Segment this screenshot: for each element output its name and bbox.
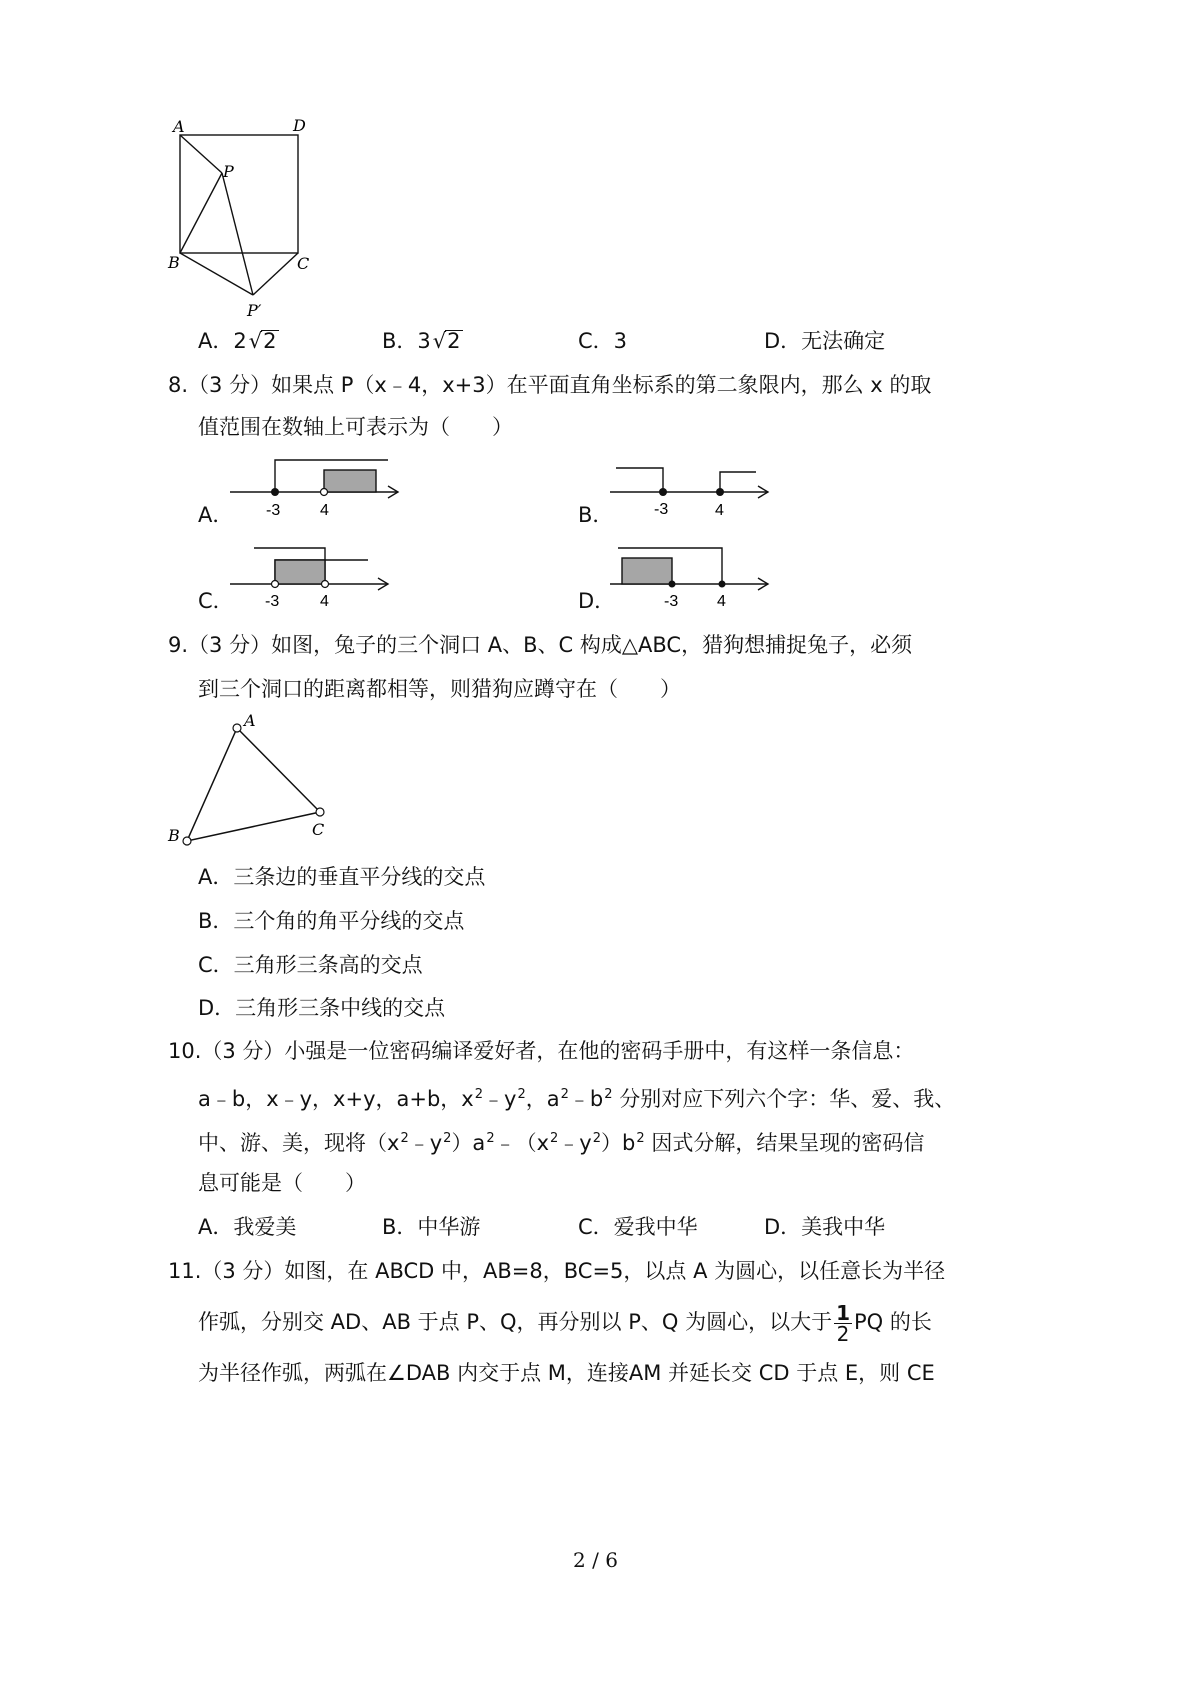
q9-triangle-figure: [162, 708, 342, 853]
q10-stem-line3: [198, 1124, 924, 1158]
segment-bpp: [180, 253, 253, 295]
q7-option-d: D．无法确定: [764, 329, 886, 353]
segment-cpp: [253, 253, 298, 295]
q10-text-part: ﹣y: [558, 1131, 592, 1155]
q7-option-b-radicand: 2: [447, 329, 461, 353]
tick-neg3: -3: [266, 502, 281, 519]
exponent: 2: [550, 1131, 559, 1146]
q7-option-b-text: B．3: [382, 329, 431, 353]
fraction-numerator: 1: [836, 1300, 850, 1325]
label-a: A: [173, 117, 185, 136]
q9-option-c: C．三角形三条高的交点: [198, 953, 423, 977]
q10-text-part: ﹣b: [568, 1087, 604, 1111]
q8-number-line-a: [228, 455, 408, 525]
q8-stem-line2: 值范围在数轴上可表示为（ ）: [198, 415, 513, 439]
label-b: B: [168, 826, 180, 845]
label-p: P: [223, 162, 234, 181]
exponent: 2: [636, 1131, 645, 1146]
q8-number-line-d: [608, 540, 778, 610]
q10-stem-line4: 息可能是（ ）: [198, 1171, 366, 1195]
label-c: C: [297, 254, 310, 273]
exponent: 2: [474, 1087, 484, 1102]
q9-stem-line2: 到三个洞口的距离都相等，则猎狗应蹲守在（ ）: [198, 677, 681, 701]
q7-option-a-text: A．2: [198, 329, 247, 353]
fraction-denominator: 2: [836, 1321, 850, 1346]
q10-stem-line2: [198, 1080, 955, 1114]
q10-text-part: ﹣（x: [494, 1131, 550, 1155]
q10-text-part: ，a: [525, 1087, 560, 1111]
tick-4: 4: [320, 502, 329, 519]
tick-neg3: -3: [654, 501, 669, 518]
q10-option-a: A．我爱美: [198, 1215, 297, 1239]
q9-option-a: A．三条边的垂直平分线的交点: [198, 865, 486, 889]
q8-number-line-c: [228, 540, 398, 610]
q7-option-b: [382, 326, 463, 356]
exponent: 2: [604, 1087, 613, 1102]
q10-text-part: 中、游、美，现将（x: [198, 1131, 400, 1155]
q7-option-a-radicand: 2: [263, 329, 277, 353]
tick-neg3: -3: [664, 593, 679, 610]
q10-text-part: ﹣y: [408, 1131, 443, 1155]
exponent: 2: [592, 1131, 602, 1146]
q9-stem-line1: 9.（3 分）如图，兔子的三个洞口 A、B、C 构成△ABC，猎狗想捕捉兔子，必须: [168, 633, 913, 657]
q10-text-part: 分别对应下列六个字：华、爱、我、: [619, 1087, 956, 1111]
square-abcd: [180, 135, 298, 253]
q8-number-line-b: [608, 462, 778, 524]
q7-option-c: C．3: [578, 329, 628, 353]
label-c: C: [312, 820, 325, 839]
q10-text-part: a﹣b，x﹣y，x+y，a+b，x: [198, 1087, 474, 1111]
q9-option-d: D．三角形三条中线的交点: [198, 996, 446, 1020]
q11-stem-line3: 为半径作弧，两弧在∠DAB 内交于点 M，连接AM 并延长交 CD 于点 E，则 CE: [198, 1361, 935, 1385]
fraction-one-half: [834, 1300, 852, 1346]
sqrt-sign-icon: √: [432, 329, 447, 353]
q10-text-part: ）a: [451, 1131, 486, 1155]
q10-option-d: D．美我中华: [764, 1215, 886, 1239]
q8-option-b-label: B．: [578, 503, 614, 527]
segment-pp: [222, 173, 253, 295]
q10-option-b: B．中华游: [382, 1215, 481, 1239]
exponent: 2: [486, 1131, 495, 1146]
exponent: 2: [400, 1131, 409, 1146]
q11-stem-line2: [198, 1300, 932, 1344]
tick-4: 4: [717, 593, 726, 610]
q8-stem-line1: 8.（3 分）如果点 P（x﹣4，x+3）在平面直角坐标系的第二象限内，那么 x 的取: [168, 373, 932, 397]
tick-neg3: -3: [265, 593, 280, 610]
q10-text-part: 因式分解，结果呈现的密码信: [651, 1131, 925, 1155]
page-number: 2 / 6: [573, 1548, 618, 1572]
label-b: B: [168, 253, 180, 272]
exponent: 2: [560, 1087, 569, 1102]
exponent: 2: [443, 1131, 452, 1146]
q11-text-part: PQ 的长: [854, 1310, 932, 1334]
q11-text-part: 作弧，分别交 AD、AB 于点 P、Q，再分别以 P、Q 为圆心，以大于: [198, 1310, 833, 1334]
sqrt-sign-icon: √: [248, 329, 263, 353]
q9-option-b: B．三个角的角平分线的交点: [198, 909, 465, 933]
q8-option-a-label: A．: [198, 503, 234, 527]
exponent: 2: [517, 1087, 526, 1102]
tick-4: 4: [715, 502, 724, 519]
label-d: D: [293, 116, 306, 135]
q8-option-c-label: C．: [198, 589, 234, 613]
segment-ap: [180, 135, 222, 173]
q8-option-d-label: D．: [578, 589, 616, 613]
q10-text-part: ）b: [601, 1131, 636, 1155]
q10-option-c: C．爱我中华: [578, 1215, 698, 1239]
q11-stem-line1: 11.（3 分）如图，在 ABCD 中，AB=8，BC=5，以点 A 为圆心，以任意长为半径: [168, 1259, 946, 1283]
label-p-prime: P′: [247, 301, 262, 320]
q7-option-a: [198, 326, 279, 356]
segment-bp: [180, 173, 222, 253]
q10-text-part: ﹣y: [483, 1087, 517, 1111]
label-a: A: [244, 711, 256, 730]
q10-stem-line1: 10.（3 分）小强是一位密码编译爱好者，在他的密码手册中，有这样一条信息：: [168, 1039, 915, 1063]
q7-square-figure: [165, 115, 335, 325]
tick-4: 4: [320, 593, 329, 610]
